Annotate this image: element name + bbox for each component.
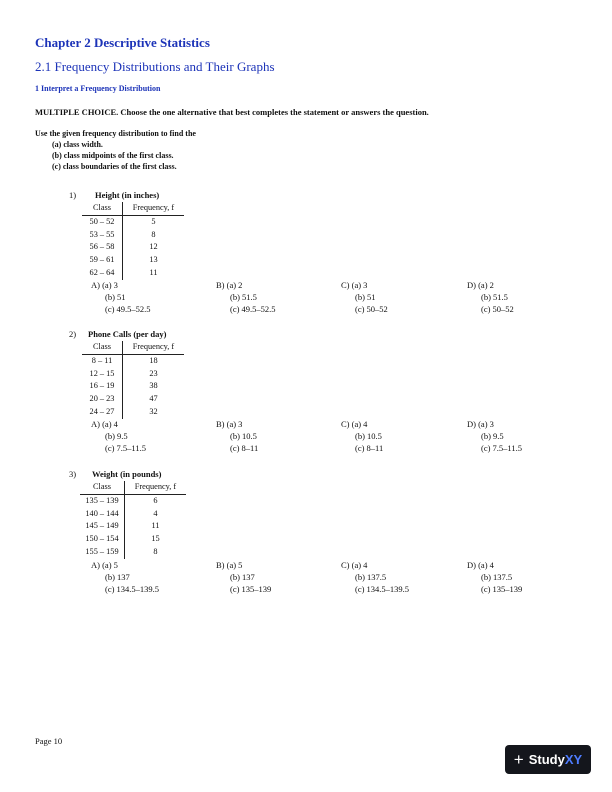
choice-part-a: B) (a) 5 [216,560,243,570]
class-cell: 135 – 139 [80,495,125,508]
choice-part-c: (c) 7.5–11.5 [481,443,522,453]
choice-part-a: D) (a) 2 [467,280,494,290]
choice-a[interactable] [91,559,159,595]
choice-part-a: A) (a) 4 [91,419,118,429]
subsection-title: 1 Interpret a Frequency Distribution [35,84,161,93]
header-class: Class [80,481,125,494]
answer-choices [91,279,571,319]
choice-part-b: (b) 51 [355,292,376,302]
choice-part-b: (b) 51 [105,292,126,302]
instruction-text: MULTIPLE CHOICE. Choose the one alternative that best completes the statement or answers the question. [35,107,429,117]
choice-a[interactable] [91,418,146,454]
question-title: Phone Calls (per day) [88,329,167,339]
frequency-cell: 11 [151,521,160,531]
question-number: 3) [69,469,77,479]
class-cell: 53 – 55 [82,229,123,242]
frequency-cell: 8 [153,546,158,556]
answer-choices [91,559,571,599]
choice-c[interactable] [341,559,409,595]
class-cell: 20 – 23 [82,393,123,406]
choice-a[interactable] [91,279,151,315]
choice-d[interactable] [467,279,514,315]
choice-part-c: (c) 50–52 [355,304,388,314]
table-row [82,393,184,406]
table-row [82,216,184,229]
choice-part-b: (b) 137.5 [481,572,513,582]
choice-part-a: B) (a) 3 [216,419,243,429]
answer-choices [91,418,571,458]
class-cell: 50 – 52 [82,216,123,229]
choice-part-c: (c) 50–52 [481,304,514,314]
table-row [82,355,184,368]
choice-part-b: (b) 51.5 [481,292,508,302]
table-row [80,520,186,533]
table-row [80,495,186,508]
choice-part-b: (b) 51.5 [230,292,257,302]
logo-text [529,752,582,767]
studyxy-logo[interactable] [505,745,591,774]
choice-c[interactable] [341,418,383,454]
table-row [80,533,186,546]
question-title: Weight (in pounds) [92,469,162,479]
frequency-cell: 13 [149,255,158,265]
intro-line: Use the given frequency distribution to find the [35,129,196,138]
class-cell: 145 – 149 [80,520,125,533]
class-cell: 8 – 11 [82,355,123,368]
choice-part-c: (c) 8–11 [230,443,259,453]
choice-part-b: (b) 10.5 [230,431,257,441]
frequency-cell: 38 [149,381,158,391]
choice-part-c: (c) 134.5–139.5 [355,584,410,594]
table-row [82,267,184,280]
page-number: Page 10 [35,736,63,746]
header-frequency: Frequency, f [132,203,175,212]
header-class: Class [82,341,123,354]
choice-part-a: C) (a) 4 [341,419,368,429]
choice-part-c: (c) 134.5–139.5 [105,584,160,594]
frequency-cell: 23 [149,368,158,378]
table-row [82,380,184,393]
frequency-cell: 6 [153,495,158,505]
choice-part-a: B) (a) 2 [216,280,243,290]
header-frequency: Frequency, f [134,482,177,491]
class-cell: 140 – 144 [80,508,125,521]
table-header [82,341,184,355]
table-row [82,406,184,419]
class-cell: 56 – 58 [82,241,123,254]
choice-d[interactable] [467,418,522,454]
table-row [80,546,186,559]
class-cell: 62 – 64 [82,267,123,280]
class-cell: 24 – 27 [82,406,123,419]
section-title: 2.1 Frequency Distributions and Their Graphs [35,59,275,74]
logo-text-main: Study [528,752,565,767]
choice-part-c: (c) 135–139 [230,584,272,594]
choice-b[interactable] [216,559,271,595]
choice-part-b: (b) 137.5 [355,572,387,582]
frequency-cell: 47 [149,394,158,404]
choice-part-b: (b) 10.5 [355,431,382,441]
question-number: 1) [69,190,77,200]
table-header [80,481,186,495]
frequency-cell: 18 [149,355,158,365]
table-row [82,254,184,267]
choice-part-a: C) (a) 3 [341,280,368,290]
question-title: Height (in inches) [95,190,160,200]
frequency-cell: 4 [153,508,158,518]
choice-part-a: C) (a) 4 [341,560,368,570]
class-cell: 16 – 19 [82,380,123,393]
choice-d[interactable] [467,559,522,595]
choice-c[interactable] [341,279,388,315]
choice-part-a: A) (a) 3 [91,280,118,290]
choice-part-a: A) (a) 5 [91,560,118,570]
intro-item-b: (b) class midpoints of the first class. [52,151,174,160]
logo-text-accent: XY [564,752,583,767]
choice-b[interactable] [216,279,276,315]
frequency-cell: 8 [151,229,156,239]
chapter-title: Chapter 2 Descriptive Statistics [35,35,210,50]
frequency-cell: 12 [149,242,158,252]
choice-part-b: (b) 9.5 [105,431,128,441]
choice-part-b: (b) 9.5 [481,431,504,441]
plus-icon: + [513,750,524,769]
frequency-table [80,481,186,559]
frequency-table [82,341,184,419]
class-cell: 150 – 154 [80,533,125,546]
choice-part-c: (c) 135–139 [481,584,523,594]
intro-item-a: (a) class width. [52,140,103,149]
frequency-table [82,202,184,280]
frequency-cell: 5 [151,216,156,226]
intro-block [35,128,196,172]
choice-part-c: (c) 7.5–11.5 [105,443,146,453]
table-row [82,368,184,381]
choice-b[interactable] [216,418,258,454]
frequency-cell: 11 [149,267,158,277]
choice-part-c: (c) 49.5–52.5 [230,304,276,314]
table-row [82,241,184,254]
class-cell: 12 – 15 [82,368,123,381]
frequency-cell: 15 [151,534,160,544]
class-cell: 155 – 159 [80,546,125,559]
frequency-cell: 32 [149,406,158,416]
choice-part-a: D) (a) 4 [467,560,494,570]
choice-part-c: (c) 8–11 [355,443,384,453]
header-frequency: Frequency, f [132,342,175,351]
choice-part-c: (c) 49.5–52.5 [105,304,151,314]
choice-part-b: (b) 137 [105,572,130,582]
table-row [82,229,184,242]
table-row [80,508,186,521]
header-class: Class [82,202,123,215]
class-cell: 59 – 61 [82,254,123,267]
choice-part-a: D) (a) 3 [467,419,494,429]
choice-part-b: (b) 137 [230,572,255,582]
intro-item-c: (c) class boundaries of the first class. [52,162,177,171]
question-number: 2) [69,329,77,339]
table-header [82,202,184,216]
